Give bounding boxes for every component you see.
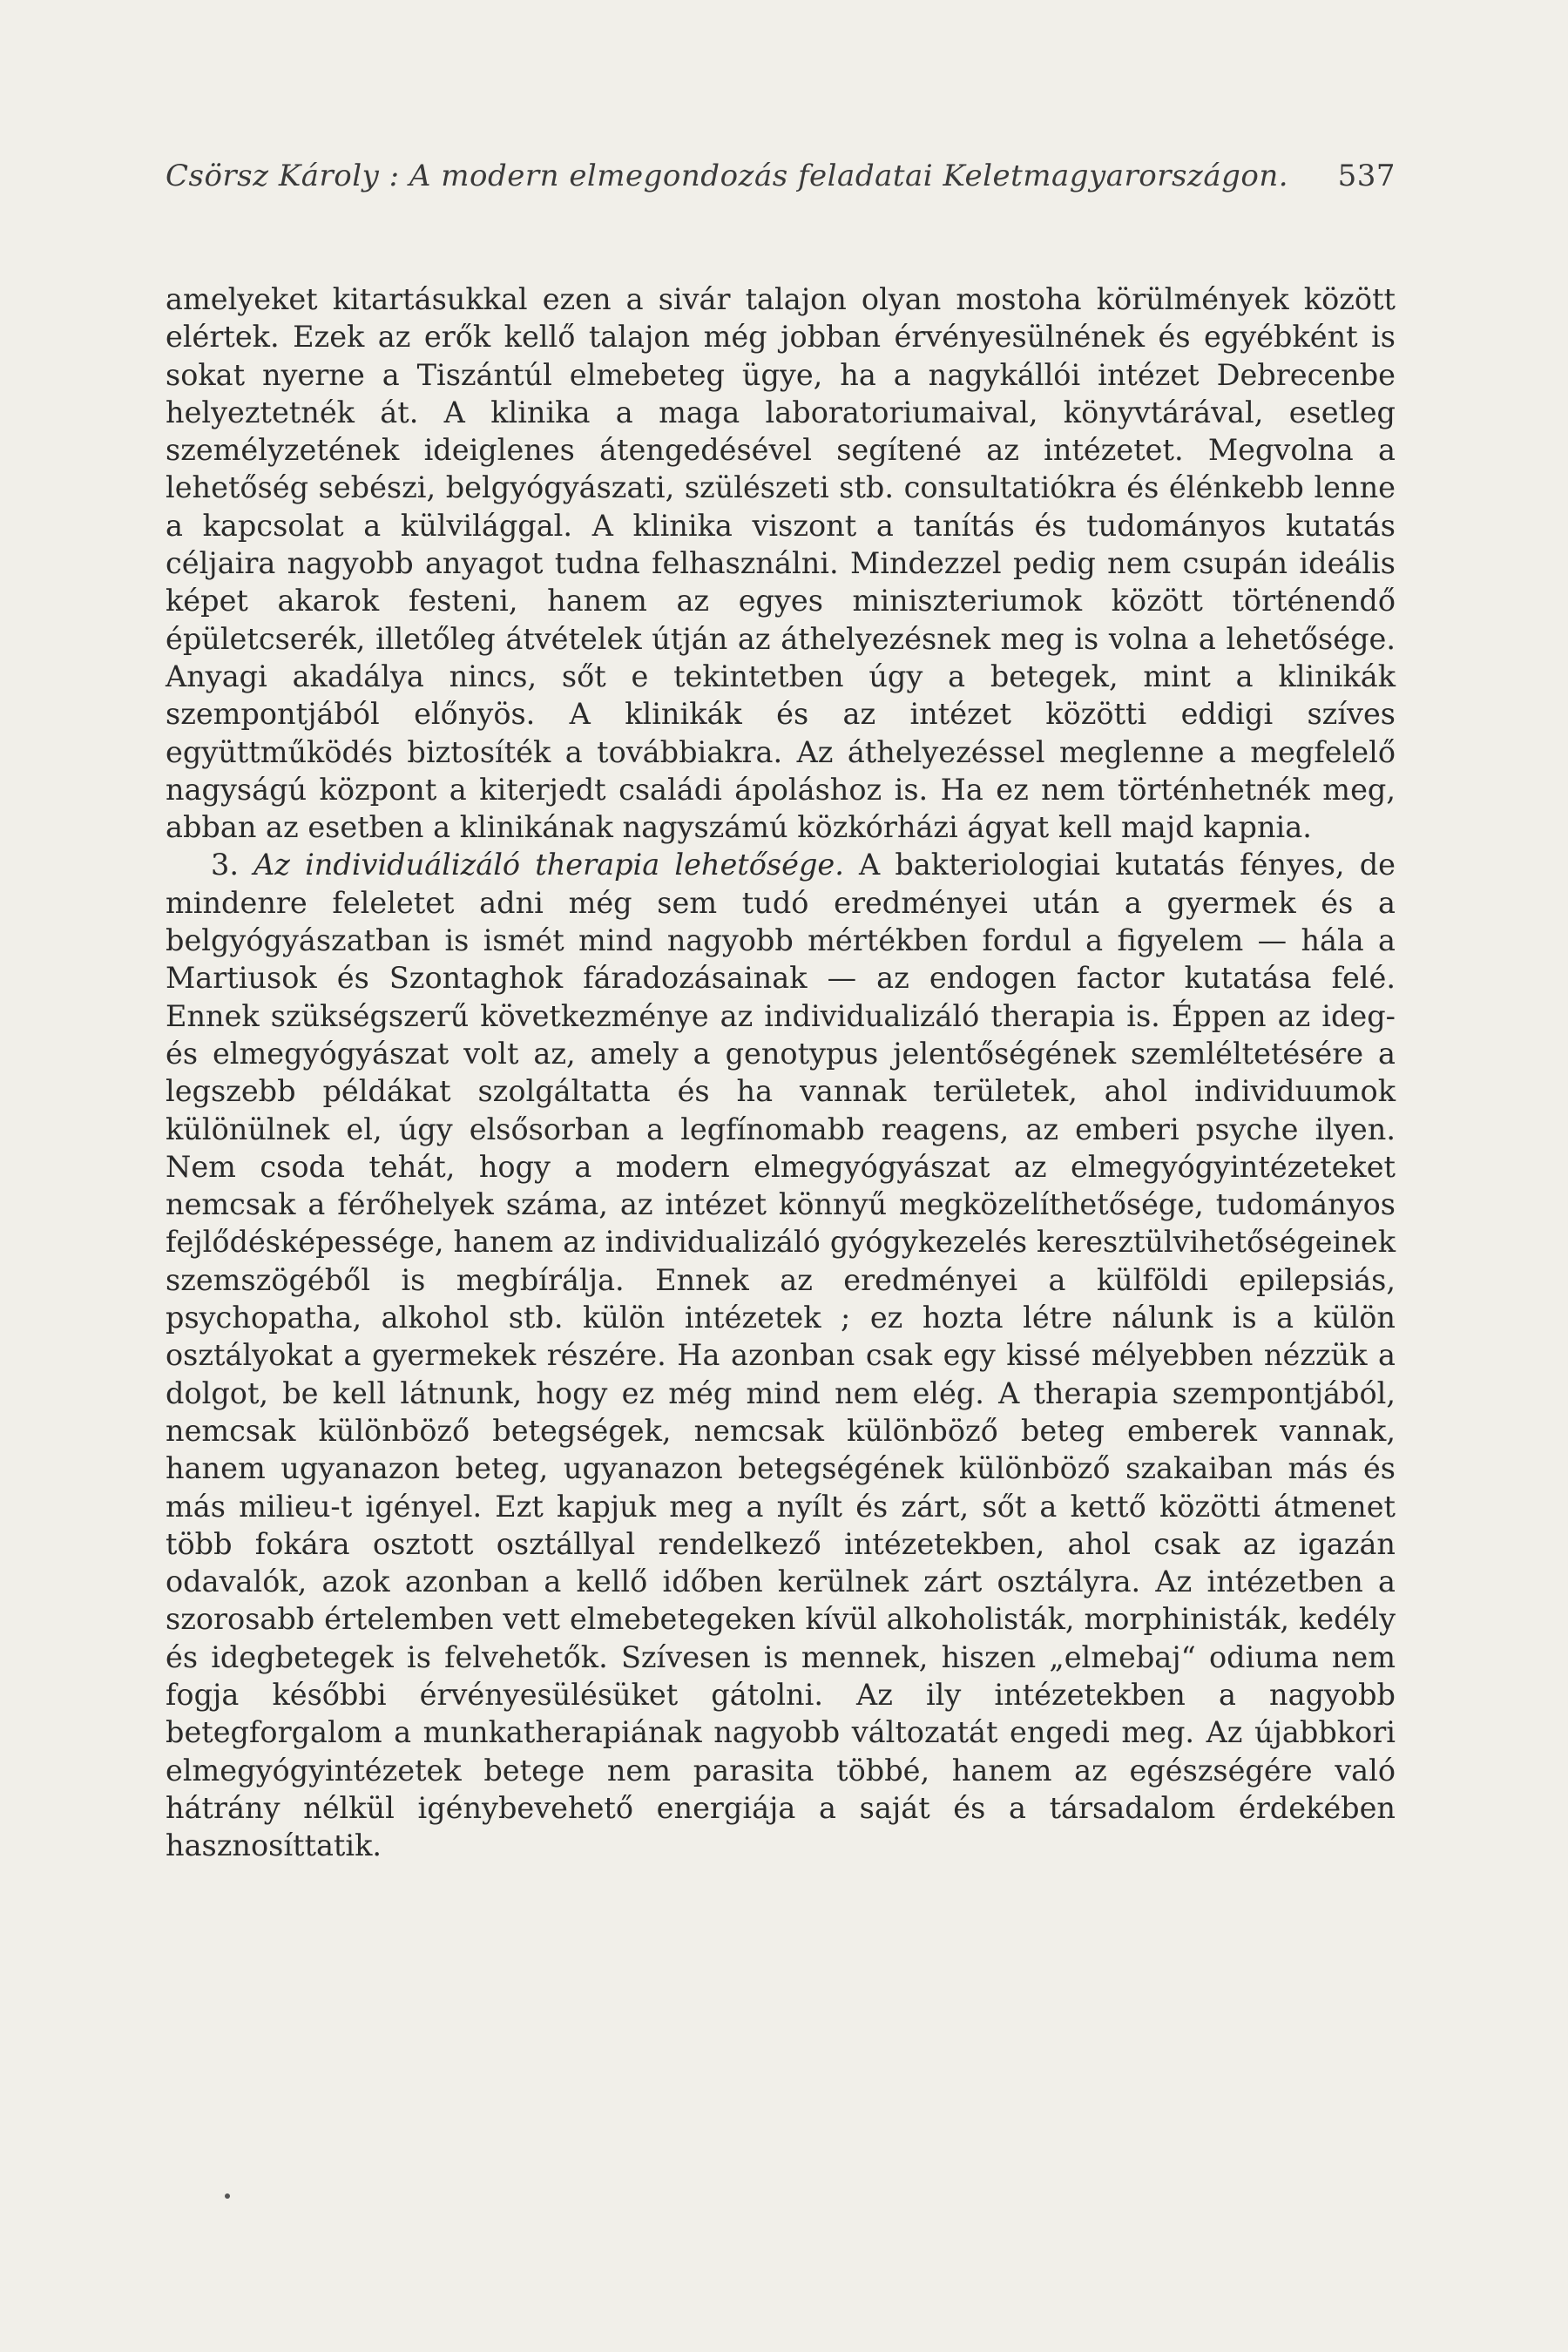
page-number: 537	[1337, 159, 1396, 193]
running-head	[166, 159, 1396, 193]
section-title: Az individuálizáló therapia lehetősége.	[253, 848, 844, 882]
print-speck	[225, 2193, 230, 2199]
running-head-title: Csörsz Károly : A modern elmegondozás feladatai Keletmagyarországon.	[166, 159, 1289, 193]
section-paragraph	[166, 846, 1396, 1864]
section-number: 3.	[211, 848, 239, 882]
paragraph: amelyeket kitartásukkal ezen a sivár talajon olyan mostoha körülmények között elértek. Ezek az erők kellő talajon még jobban érvényesülnének és egyébként is sokat nyerne a Tiszántúl elmebeteg ügye, ha a nagykállói intézet Debrecenbe helyeztetnék át. A klinika a maga laboratoriumaival, könyvtárával, esetleg személyzetének ideiglenes átengedésével segítené az intézetet. Megvolna a lehetőség sebészi, belgyógyászati, szülészeti stb. consultatiókra és élénkebb lenne a kapcsolat a külvilággal. A klinika viszont a tanítás és tudományos kutatás céljaira nagyobb anyagot tudna felhasználni. Mindezzel pedig nem csupán ideális képet akarok festeni, hanem az egyes miniszteriumok között történendő épületcserék, illetőleg átvételek útján az áthelyezésnek meg is volna a lehetősége. Anyagi akadálya nincs, sőt e tekintetben úgy a betegek, mint a klinikák szempontjából előnyös. A klinikák és az intézet közötti eddigi szíves együttműködés biztosíték a továbbiakra. Az áthelyezéssel meglenne a megfelelő nagyságú központ a kiterjedt családi ápoláshoz is. Ha ez nem történhetnék meg, abban az esetben a klinikának nagyszámú közkórházi ágyat kell majd kapnia.	[166, 282, 1396, 845]
paragraph: A bakteriologiai kutatás fényes, de mindenre feleletet adni még sem tudó eredményei után a gyermek és a belgyógyászatban is ismét mind nagyobb mértékben fordul a figyelem — hála a Martiusok és Szontaghok fáradozásainak — az endogen factor kutatása felé. Ennek szükségszerű következménye az individualizáló therapia is. Éppen az ideg- és elmegyógyászat volt az, amely a genotypus jelentőségének szemléltetésére a legszebb példákat szolgáltatta és ha vannak területek, ahol individuumok különülnek el, úgy elsősorban a legfínomabb reagens, az emberi psyche ilyen. Nem csoda tehát, hogy a modern elmegyógyászat az elmegyógyintézeteket nemcsak a férőhelyek száma, az intézet könnyű megközelíthetősége, tudományos fejlődésképessége, hanem az individualizáló gyógykezelés keresztülvihetőségeinek szemszögéből is megbírálja. Ennek az eredményei a külföldi epilepsiás, psychopatha, alkohol stb. külön intézetek ; ez hozta létre nálunk is a külön osztályokat a gyermekek részére. Ha azonban csak egy kissé mélyebben nézzük a dolgot, be kell látnunk, hogy ez még mind nem elég. A therapia szempontjából, nemcsak különböző betegségek, nemcsak különböző beteg emberek vannak, hanem ugyanazon beteg, ugyanazon betegségének különböző szakaiban más és más milieu-t igényel. Ezt kapjuk meg a nyílt és zárt, sőt a kettő közötti átmenet több fokára osztott osztállyal rendelkező intézetekben, ahol csak az igazán odavalók, azok azonban a kellő időben kerülnek zárt osztályra. Az intézetben a szorosabb értelemben vett elmebetegeken kívül alkoholisták, morphinisták, kedély és idegbetegek is felvehetők. Szívesen is mennek, hiszen „elmebaj“ odiuma nem fogja későbbi érvényesülésüket gátolni. Az ily intézetekben a nagyobb betegforgalom a munkatherapiának nagyobb változatát engedi meg. Az újabbkori elmegyógyintézetek betege nem parasita többé, hanem az egészségére való hátrány nélkül igénybevehető energiája a saját és a társadalom érdekében hasznosíttatik.	[166, 848, 1396, 1863]
body-text	[166, 280, 1396, 1864]
